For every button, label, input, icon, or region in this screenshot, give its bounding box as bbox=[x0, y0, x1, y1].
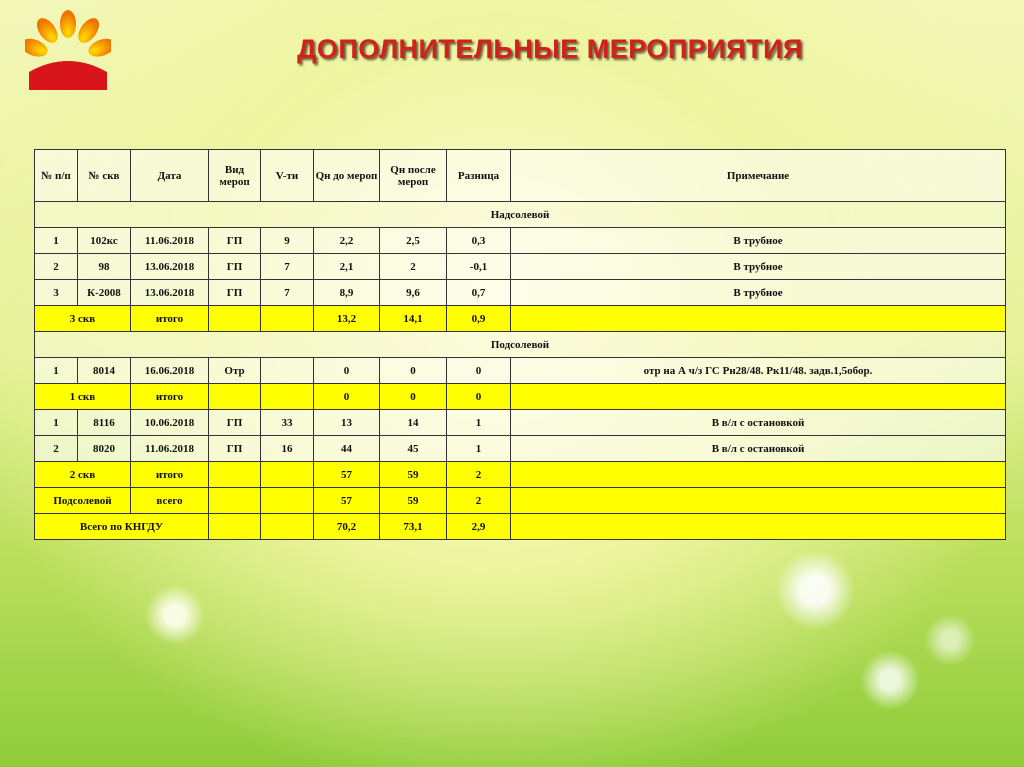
column-header: № скв bbox=[78, 150, 131, 202]
table-cell: 13 bbox=[314, 410, 380, 436]
table-cell: 0 bbox=[314, 384, 380, 410]
table-cell: 16 bbox=[261, 436, 314, 462]
table-cell: 73,1 bbox=[380, 514, 447, 540]
table-cell: 2 bbox=[35, 436, 78, 462]
table-cell bbox=[209, 384, 261, 410]
table-cell: всего bbox=[131, 488, 209, 514]
table-cell: 14 bbox=[380, 410, 447, 436]
table-cell bbox=[261, 358, 314, 384]
table-cell: 1 bbox=[35, 358, 78, 384]
table-row bbox=[35, 410, 1006, 436]
table-cell bbox=[209, 462, 261, 488]
table-cell: В трубное bbox=[511, 254, 1006, 280]
table-cell: 14,1 bbox=[380, 306, 447, 332]
table-cell: 2 bbox=[380, 254, 447, 280]
table-cell: 0 bbox=[380, 384, 447, 410]
table-cell bbox=[511, 306, 1006, 332]
table-cell bbox=[261, 488, 314, 514]
table-cell: 1 bbox=[35, 228, 78, 254]
table-cell: 10.06.2018 bbox=[131, 410, 209, 436]
section-label: Надсолевой bbox=[35, 202, 1006, 228]
table-cell: 9 bbox=[261, 228, 314, 254]
column-header: Примечание bbox=[511, 150, 1006, 202]
table-cell: 11.06.2018 bbox=[131, 228, 209, 254]
table-row bbox=[35, 358, 1006, 384]
table-cell: 59 bbox=[380, 462, 447, 488]
table-cell: 2 bbox=[35, 254, 78, 280]
table-cell: ГП bbox=[209, 254, 261, 280]
subtotal-row bbox=[35, 488, 1006, 514]
table-cell: 13.06.2018 bbox=[131, 280, 209, 306]
table-row bbox=[35, 254, 1006, 280]
table-cell: 44 bbox=[314, 436, 380, 462]
column-header: Qн после мероп bbox=[380, 150, 447, 202]
table-cell: 0 bbox=[447, 384, 511, 410]
grand-total-row bbox=[35, 514, 1006, 540]
table-cell: Подсолевой bbox=[35, 488, 131, 514]
table-cell: 57 bbox=[314, 488, 380, 514]
table-cell: 2,2 bbox=[314, 228, 380, 254]
table-cell: 8014 bbox=[78, 358, 131, 384]
table-cell bbox=[511, 514, 1006, 540]
column-header: Дата bbox=[131, 150, 209, 202]
table-cell: 2 bbox=[447, 462, 511, 488]
table-cell: 102кс bbox=[78, 228, 131, 254]
table-cell: 11.06.2018 bbox=[131, 436, 209, 462]
table-cell: 2,9 bbox=[447, 514, 511, 540]
table-cell: 2,5 bbox=[380, 228, 447, 254]
table-cell: 1 bbox=[447, 436, 511, 462]
table-cell: В в/л с остановкой bbox=[511, 410, 1006, 436]
table-cell: Отр bbox=[209, 358, 261, 384]
table-cell bbox=[261, 514, 314, 540]
table-cell: отр на А ч/з ГС Рн28/48. Рк11/48. задв.1,5обор. bbox=[511, 358, 1006, 384]
section-row bbox=[35, 332, 1006, 358]
table-cell: ГП bbox=[209, 436, 261, 462]
table-cell: 2 bbox=[447, 488, 511, 514]
table-row bbox=[35, 436, 1006, 462]
table-cell: 0 bbox=[447, 358, 511, 384]
table-cell: 33 bbox=[261, 410, 314, 436]
table-cell: 3 скв bbox=[35, 306, 131, 332]
table-cell: 1 bbox=[35, 410, 78, 436]
column-header: Разница bbox=[447, 150, 511, 202]
table-cell bbox=[511, 488, 1006, 514]
subtotal-row bbox=[35, 306, 1006, 332]
subtotal-row bbox=[35, 384, 1006, 410]
table-cell: итого bbox=[131, 462, 209, 488]
table-cell: ГП bbox=[209, 228, 261, 254]
table-cell bbox=[261, 306, 314, 332]
table-cell: 2 скв bbox=[35, 462, 131, 488]
table-cell: 0 bbox=[314, 358, 380, 384]
table-cell bbox=[209, 306, 261, 332]
column-header: V-ти bbox=[261, 150, 314, 202]
table-cell: ГП bbox=[209, 280, 261, 306]
table-cell bbox=[511, 384, 1006, 410]
table-cell: 16.06.2018 bbox=[131, 358, 209, 384]
table-cell: 9,6 bbox=[380, 280, 447, 306]
table-cell: К-2008 bbox=[78, 280, 131, 306]
subtotal-row bbox=[35, 462, 1006, 488]
table-cell: 59 bbox=[380, 488, 447, 514]
table-row bbox=[35, 228, 1006, 254]
header-row bbox=[35, 150, 1006, 202]
table-cell: 0 bbox=[380, 358, 447, 384]
table-cell: 57 bbox=[314, 462, 380, 488]
table-cell: 98 bbox=[78, 254, 131, 280]
page-title: ДОПОЛНИТЕЛЬНЫЕ МЕРОПРИЯТИЯ bbox=[297, 34, 803, 64]
table-cell: 45 bbox=[380, 436, 447, 462]
table-cell: 13,2 bbox=[314, 306, 380, 332]
table-cell: 8116 bbox=[78, 410, 131, 436]
table-cell: В трубное bbox=[511, 228, 1006, 254]
table-cell: 3 bbox=[35, 280, 78, 306]
table-cell: итого bbox=[131, 384, 209, 410]
table-cell: 0,7 bbox=[447, 280, 511, 306]
column-header: № п/п bbox=[35, 150, 78, 202]
table-cell: 13.06.2018 bbox=[131, 254, 209, 280]
table-cell: 70,2 bbox=[314, 514, 380, 540]
section-label: Подсолевой bbox=[35, 332, 1006, 358]
table-cell: 1 скв bbox=[35, 384, 131, 410]
table-cell: ГП bbox=[209, 410, 261, 436]
table-cell bbox=[261, 462, 314, 488]
measures-table bbox=[34, 149, 1006, 540]
table-cell bbox=[261, 384, 314, 410]
table-cell: итого bbox=[131, 306, 209, 332]
table-cell bbox=[209, 514, 261, 540]
table-cell: 1 bbox=[447, 410, 511, 436]
table-cell: 8,9 bbox=[314, 280, 380, 306]
section-row bbox=[35, 202, 1006, 228]
column-header: Вид мероп bbox=[209, 150, 261, 202]
column-header: Qн до мероп bbox=[314, 150, 380, 202]
table-row bbox=[35, 280, 1006, 306]
table-cell: Всего по КНГДУ bbox=[35, 514, 209, 540]
table-cell: 2,1 bbox=[314, 254, 380, 280]
table-cell: 0,3 bbox=[447, 228, 511, 254]
table-cell: 7 bbox=[261, 254, 314, 280]
table-cell: В в/л с остановкой bbox=[511, 436, 1006, 462]
table-cell bbox=[209, 488, 261, 514]
table-cell: 7 bbox=[261, 280, 314, 306]
table-cell: 0,9 bbox=[447, 306, 511, 332]
table-cell: -0,1 bbox=[447, 254, 511, 280]
table-cell bbox=[511, 462, 1006, 488]
table-cell: В трубное bbox=[511, 280, 1006, 306]
table-cell: 8020 bbox=[78, 436, 131, 462]
